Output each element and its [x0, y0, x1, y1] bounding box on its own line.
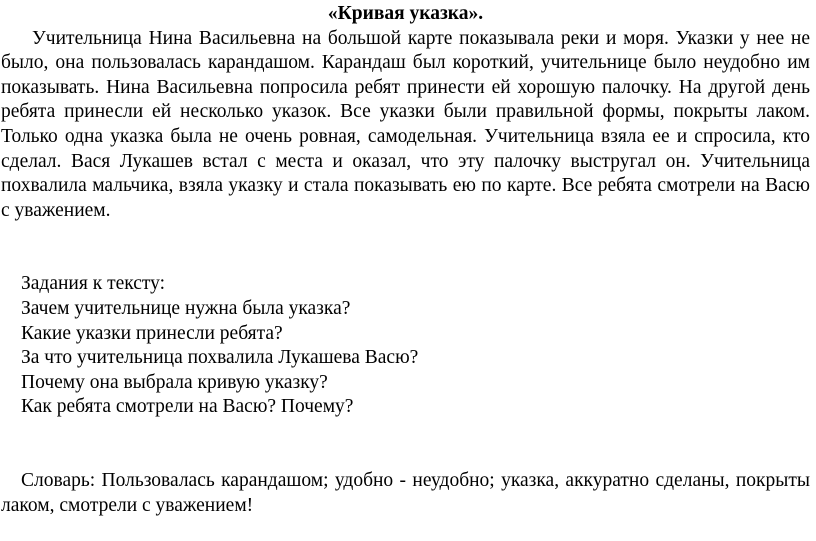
task-item: Почему она выбрала кривую указку? [21, 371, 328, 393]
task-item: За что учительница похвалила Лукашева Васю? [21, 347, 419, 369]
task-item: Зачем учительнице нужна была указка? [21, 297, 351, 319]
task-item: Как ребята смотрели на Васю? Почему? [21, 396, 354, 418]
vocabulary-paragraph: Словарь: Пользовалась карандашом; удобно - неудобно; указка, аккуратно сделаны, покрыты лаком, смотрели с уважением! [1, 469, 810, 516]
story-paragraph: Учительница Нина Васильевна на большой карте показывала реки и моря. Указки у нее не было, она пользовалась карандашом. Карандаш был короткий, учительнице было неудобно им показывать. Нина Васильевна попросила ребят принести ей хорошую палочку. На другой день ребята принесли ей несколько указок. Все указки были правильной формы, покрыты лаком. Только одна указка была не очень ровная, самодельная. Учительница взяла ее и спросила, кто сделал. Вася Лукашев встал с места и оказал, что эту палочку выстругал он. Учительница похвалила мальчика, взяла указку и стала показывать ею по карте. Все ребята смотрели на Васю с уважением. [1, 27, 810, 221]
task-item: Какие указки принесли ребята? [21, 322, 283, 344]
tasks-section [1, 272, 810, 420]
document-title: «Кривая указка». [327, 3, 484, 24]
tasks-heading: Задания к тексту: [21, 273, 166, 295]
